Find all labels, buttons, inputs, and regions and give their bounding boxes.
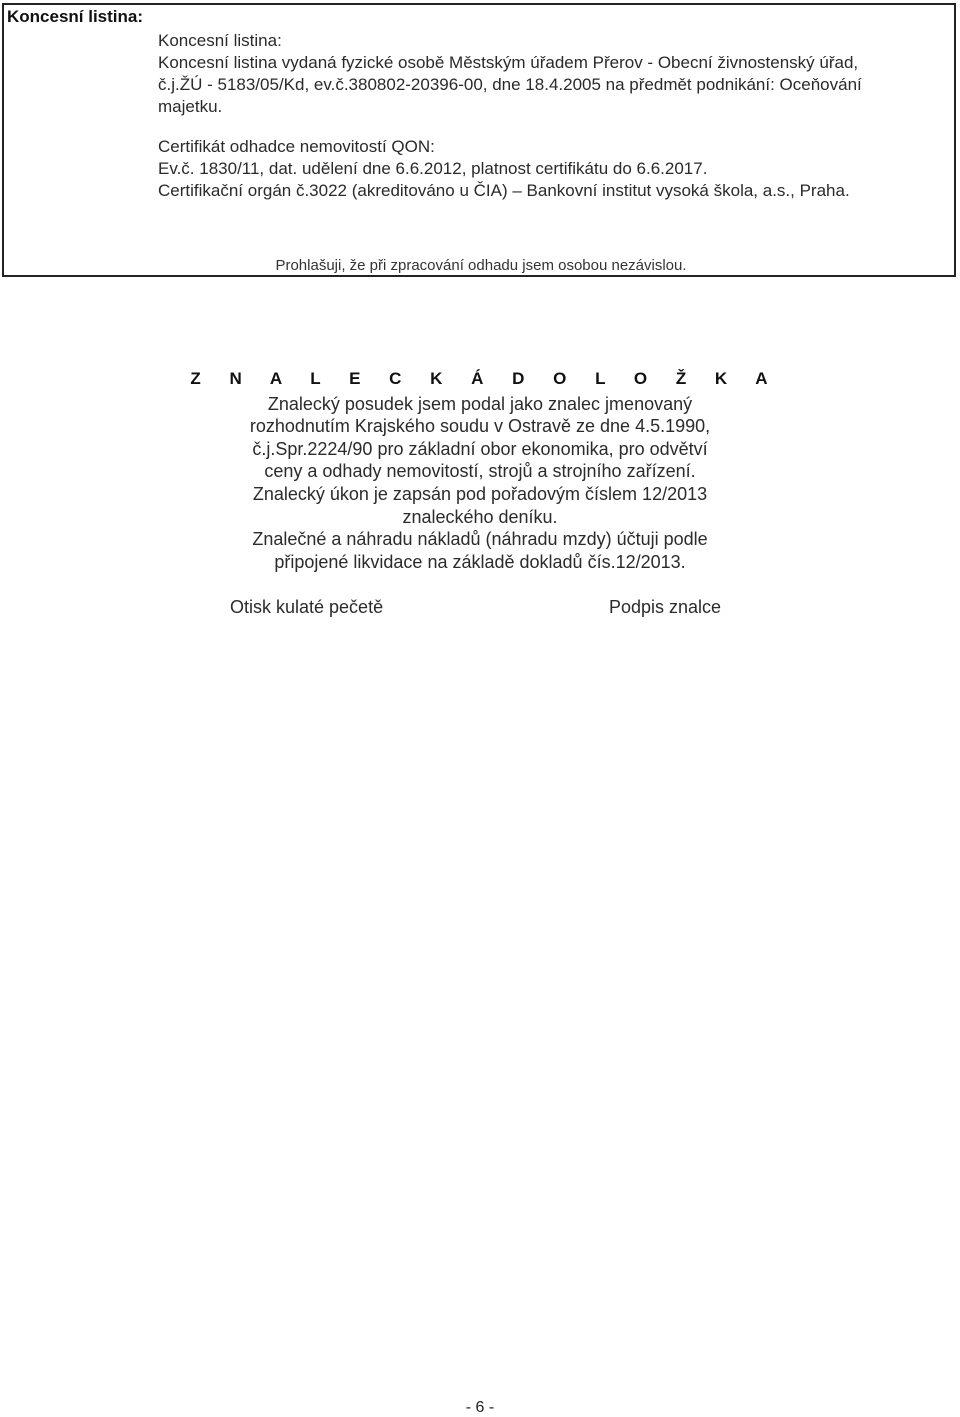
clause-line: Znalecký posudek jsem podal jako znalec jmenovaný xyxy=(267,393,693,414)
expert-clause-heading: Z N A L E C K Á D O L O Ž K A xyxy=(190,369,770,388)
clause-line: ceny a odhady nemovitostí, strojů a strojního zařízení. xyxy=(264,461,696,482)
license-box-body xyxy=(158,30,918,202)
certificate-line: Certifikační orgán č.3022 (akreditováno u ČIA) – Bankovní institut vysoká škola, a.s., Praha. xyxy=(158,181,850,200)
license-paragraph xyxy=(158,30,918,118)
seal-label: Otisk kulaté pečetě xyxy=(230,597,384,617)
signature-label: Podpis znalce xyxy=(609,597,722,617)
license-line: Koncesní listina: xyxy=(158,31,282,50)
certificate-line: Ev.č. 1830/11, dat. udělení dne 6.6.2012, platnost certifikátu do 6.6.2017. xyxy=(158,159,708,178)
clause-line: Znalecký úkon je zapsán pod pořadovým číslem 12/2013 xyxy=(252,483,708,504)
clause-line: č.j.Spr.2224/90 pro základní obor ekonomika, pro odvětví xyxy=(252,438,708,459)
certificate-paragraph xyxy=(158,136,918,202)
clause-line: připojené likvidace na základě dokladů čís.12/2013. xyxy=(274,551,686,572)
expert-clause xyxy=(0,368,960,573)
license-box-title: Koncesní listina: xyxy=(7,7,144,26)
clause-line: rozhodnutím Krajského soudu v Ostravě ze dne 4.5.1990, xyxy=(249,416,711,437)
license-line: Koncesní listina vydaná fyzické osobě Městským úřadem Přerov - Obecní živnostenský úřad, xyxy=(158,53,859,72)
page-number: - 6 - xyxy=(465,1399,495,1416)
license-line: č.j.ŽÚ - 5183/05/Kd, ev.č.380802-20396-00, dne 18.4.2005 na předmět podnikání: Oceňování xyxy=(158,75,862,94)
license-line: majetku. xyxy=(158,97,223,116)
license-box xyxy=(2,3,956,277)
clause-line: Znalečné a náhradu nákladů (náhradu mzdy) účtuji podle xyxy=(252,529,708,550)
independence-declaration: Prohlašuji, že při zpracování odhadu jsem osobou nezávislou. xyxy=(275,257,687,274)
clause-line: znaleckého deníku. xyxy=(402,506,558,527)
certificate-line: Certifikát odhadce nemovitostí QON: xyxy=(158,137,435,156)
